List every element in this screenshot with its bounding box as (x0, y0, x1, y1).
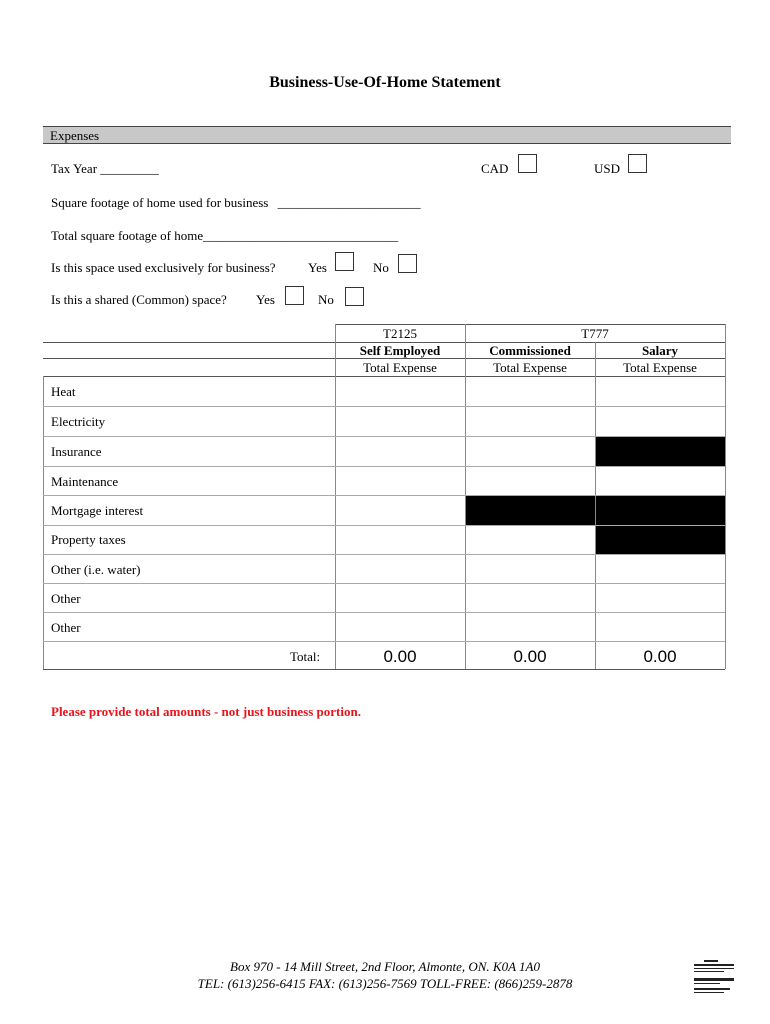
exclusive-no-label: No (373, 260, 389, 275)
row-divider (43, 495, 725, 496)
form-t777-label: T777 (581, 326, 609, 341)
total-label: Total: (290, 649, 321, 664)
table-left-border (43, 376, 44, 669)
shared-space-label: Is this a shared (Common) space? (51, 292, 227, 307)
blocked-cell (596, 437, 725, 466)
page-title: Business-Use-Of-Home Statement (269, 74, 501, 91)
sqft-business-input[interactable]: ______________________ (277, 195, 421, 210)
total-self-employed: 0.00 (383, 647, 417, 666)
row-divider (43, 525, 725, 526)
sqft-business-label: Square footage of home used for business (51, 195, 269, 210)
col-self-employed-header: Self Employed (359, 343, 441, 358)
shared-no-checkbox[interactable] (345, 287, 364, 306)
shared-yes-checkbox[interactable] (285, 286, 304, 305)
tax-year-label-text: Tax Year (51, 161, 98, 176)
instruction-note: Please provide total amounts - not just business portion. (51, 704, 361, 719)
row-label-mortgage-interest: Mortgage interest (51, 503, 144, 518)
sqft-total-label: Total square footage of home (51, 228, 204, 243)
sqft-total-input[interactable]: ______________________________ (203, 228, 399, 243)
row-divider (43, 554, 725, 555)
row-label-other: Other (51, 620, 81, 635)
col-salary-header: Salary (641, 343, 679, 358)
row-divider (43, 466, 725, 467)
exclusive-yes-label: Yes (308, 260, 327, 275)
footer-address: Box 970 - 14 Mill Street, 2nd Floor, Almonte, ON. K0A 1A0 (230, 959, 540, 974)
total-commissioned: 0.00 (513, 647, 547, 666)
row-divider (43, 583, 725, 584)
row-divider (43, 436, 725, 437)
table-right-border (725, 324, 726, 669)
footer-contact: TEL: (613)256-6415 FAX: (613)256-7569 TOLL-FREE: (866)259-2878 (197, 976, 573, 991)
table-top-border (335, 324, 725, 325)
body-top-border (43, 376, 725, 377)
row-label-other: Other (51, 591, 81, 606)
exclusive-no-checkbox[interactable] (398, 254, 417, 273)
row-divider (43, 641, 725, 642)
sqft-total-row (51, 228, 398, 244)
col-salary-sub: Total Expense (623, 360, 697, 375)
shared-no-label: No (318, 292, 334, 307)
header-divider (43, 342, 725, 343)
tax-year-input[interactable]: _________ (100, 161, 159, 176)
row-label-electricity: Electricity (51, 414, 106, 429)
shared-yes-label: Yes (256, 292, 275, 307)
exclusive-use-label: Is this space used exclusively for business? (51, 260, 276, 275)
blocked-cell (466, 496, 595, 525)
section-header-expenses: Expenses (43, 126, 731, 144)
cad-label: CAD (481, 161, 509, 176)
tax-year-label (51, 161, 159, 177)
row-divider (43, 612, 725, 613)
table-bottom-border (43, 669, 725, 670)
company-logo (694, 960, 738, 1010)
row-divider (43, 406, 725, 407)
usd-label: USD (594, 161, 621, 176)
col-commissioned-header: Commissioned (489, 343, 571, 358)
form-t2125-label: T2125 (383, 326, 417, 341)
col-commissioned-sub: Total Expense (493, 360, 567, 375)
usd-checkbox[interactable] (628, 154, 647, 173)
row-label-insurance: Insurance (51, 444, 102, 459)
exclusive-yes-checkbox[interactable] (335, 252, 354, 271)
sqft-business-row (51, 195, 421, 211)
row-label-other-water: Other (i.e. water) (51, 562, 141, 577)
row-label-maintenance: Maintenance (51, 474, 119, 489)
header-divider (43, 358, 725, 359)
row-label-heat: Heat (51, 384, 76, 399)
row-label-property-taxes: Property taxes (51, 532, 126, 547)
col-self-employed-sub: Total Expense (363, 360, 437, 375)
col-divider (335, 324, 336, 669)
total-salary: 0.00 (643, 647, 677, 666)
cad-checkbox[interactable] (518, 154, 537, 173)
